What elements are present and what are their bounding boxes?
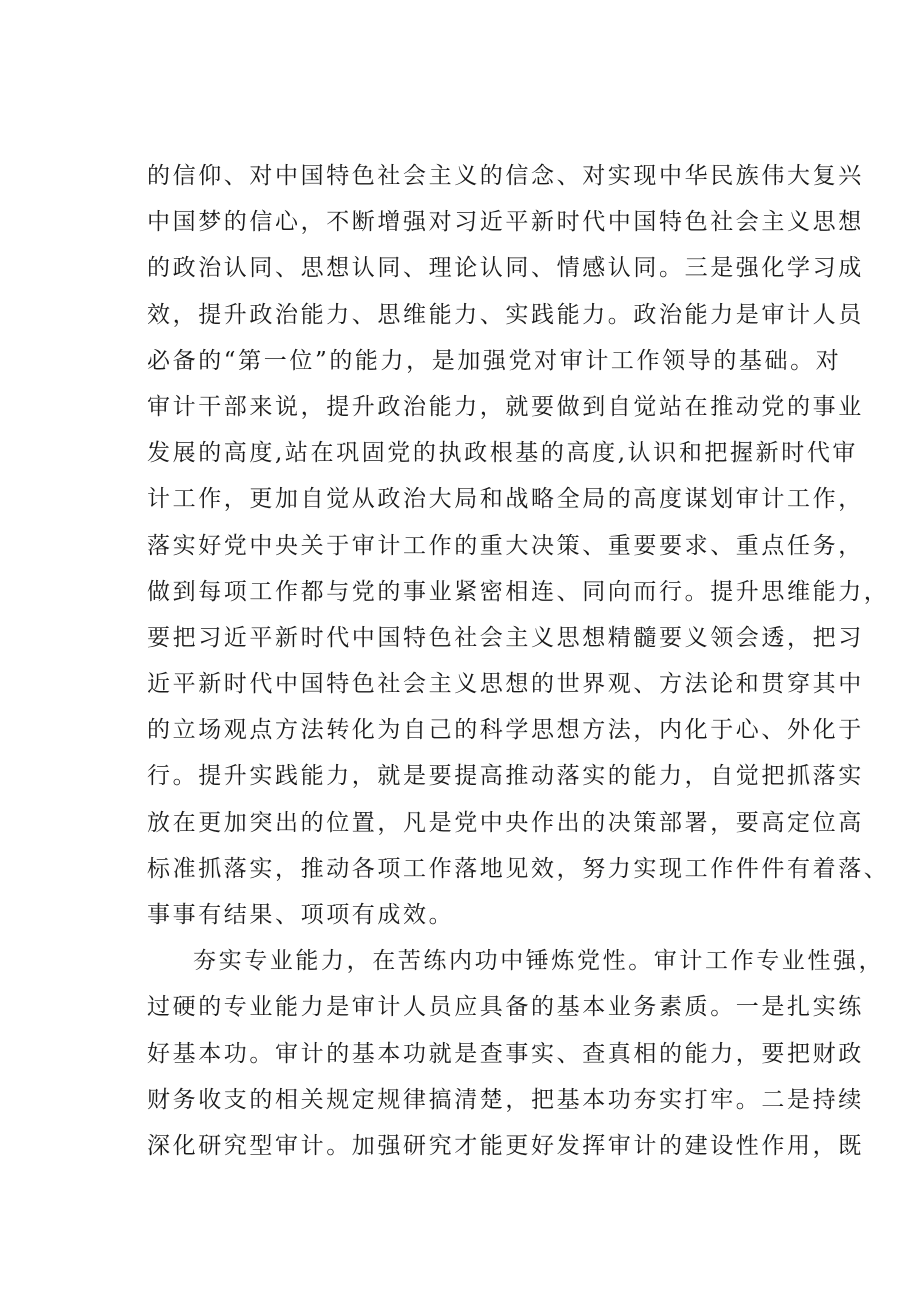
text-line: 事事有结果、项项有成效。 — [147, 902, 455, 928]
text-line: 计工作，更加自觉从政治大局和战略全局的高度谋划审计工作， — [147, 486, 864, 513]
text-line: 深化研究型审计。加强研究才能更好发挥审计的建设性作用，既 — [147, 1132, 864, 1159]
text-line: 中国梦的信心，不断增强对习近平新时代中国特色社会主义思想 — [147, 209, 864, 236]
text-line: 必备的“第一位”的能力，是加强党对审计工作领导的基础。对 — [147, 347, 842, 374]
text-line: 好基本功。审计的基本功就是查事实、查真相的能力，要把财政 — [147, 1040, 864, 1067]
text-line: 发展的高度,站在巩固党的执政根基的高度,认识和把握新时代审 — [147, 440, 859, 467]
text-line: 审计干部来说，提升政治能力，就要做到自觉站在推动党的事业 — [147, 393, 864, 420]
text-line: 行。提升实践能力，就是要提高推动落实的能力，自觉把抓落实 — [147, 763, 864, 790]
text-line: 标准抓落实，推动各项工作落地见效，努力实现工作件件有着落、 — [147, 855, 890, 882]
text-line: 放在更加突出的位置，凡是党中央作出的决策部署，要高定位高 — [147, 809, 864, 836]
text-line: 要把习近平新时代中国特色社会主义思想精髓要义领会透，把习 — [147, 624, 864, 651]
text-line: 的政治认同、思想认同、理论认同、情感认同。三是强化学习成 — [147, 255, 864, 282]
text-line: 的立场观点方法转化为自己的科学思想方法，内化于心、外化于 — [147, 717, 864, 744]
text-line: 做到每项工作都与党的事业紧密相连、同向而行。提升思维能力， — [147, 578, 890, 605]
document-body — [147, 153, 890, 1169]
text-line: 过硬的专业能力是审计人员应具备的基本业务素质。一是扎实练 — [147, 994, 864, 1021]
text-line: 财务收支的相关规定规律搞清楚，把基本功夯实打牢。二是持续 — [147, 1086, 864, 1113]
text-line: 夯实专业能力，在苦练内功中锤炼党性。审计工作专业性强， — [193, 948, 885, 975]
text-line: 效，提升政治能力、思维能力、实践能力。政治能力是审计人员 — [147, 301, 864, 328]
text-line: 近平新时代中国特色社会主义思想的世界观、方法论和贯穿其中 — [147, 671, 864, 698]
text-line: 的信仰、对中国特色社会主义的信念、对实现中华民族伟大复兴 — [147, 163, 864, 189]
text-line: 落实好党中央关于审计工作的重大决策、重要要求、重点任务， — [147, 532, 864, 559]
